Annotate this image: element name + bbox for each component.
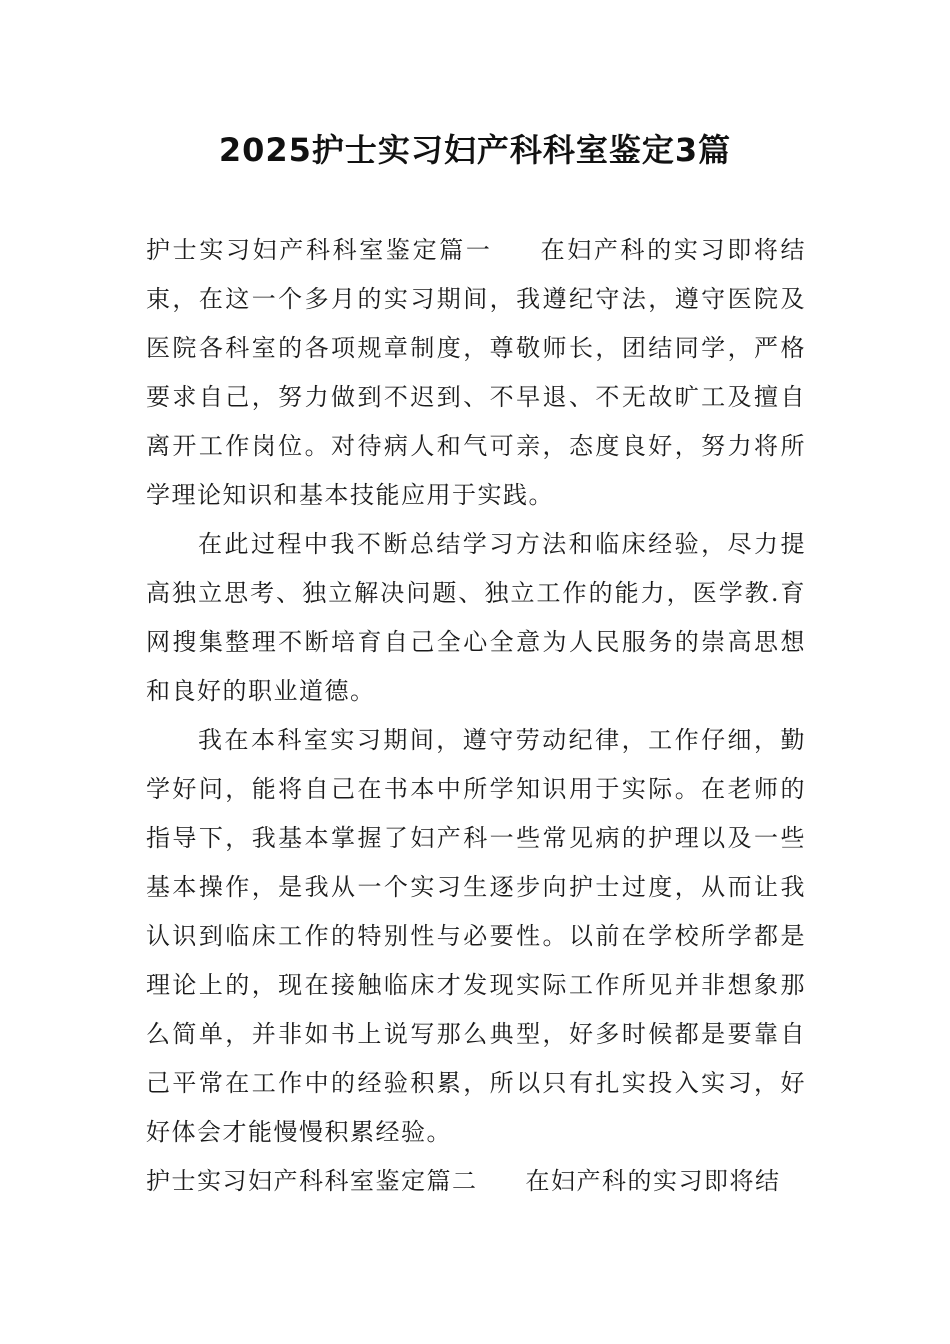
section-1-heading: 护士实习妇产科科室鉴定篇一	[146, 236, 493, 264]
document-title: 2025护士实习妇产科科室鉴定3篇	[218, 131, 732, 169]
section-2-opening-paragraph	[146, 1157, 806, 1206]
section-1-paragraph-3: 我在本科室实习期间，遵守劳动纪律，工作仔细，勤学好问，能将自己在书本中所学知识用于实际。在老师的指导下，我基本掌握了妇产科一些常见病的护理以及一些基本操作，是我从一个实习生逐步向护士过度，从而让我认识到临床工作的特别性与必要性。以前在学校所学都是理论上的，现在接触临床才发现实际工作所见并非想象那么简单，并非如书上说写那么典型，好多时候都是要靠自己平常在工作中的经验积累，所以只有扎实投入实习，好好体会才能慢慢积累经验。	[146, 726, 806, 1146]
section-2-heading: 护士实习妇产科科室鉴定篇二	[146, 1167, 478, 1195]
section-1-paragraph-1: 在妇产科的实习即将结束，在这一个多月的实习期间，我遵纪守法，遵守医院及医院各科室的各项规章制度，尊敬师长，团结同学，严格要求自己，努力做到不迟到、不早退、不无故旷工及擅自离开工作岗位。对待病人和气可亲，态度良好，努力将所学理论知识和基本技能应用于实践。	[146, 236, 807, 509]
section-2-paragraph-1: 在妇产科的实习即将结	[525, 1167, 781, 1195]
section-1-paragraph-2: 在此过程中我不断总结学习方法和临床经验，尽力提高独立思考、独立解决问题、独立工作的能力，医学教.育网搜集整理不断培育自己全心全意为人民服务的崇高思想和良好的职业道德。	[146, 530, 806, 705]
document-body	[146, 226, 806, 1206]
section-1-opening-paragraph	[146, 226, 806, 520]
